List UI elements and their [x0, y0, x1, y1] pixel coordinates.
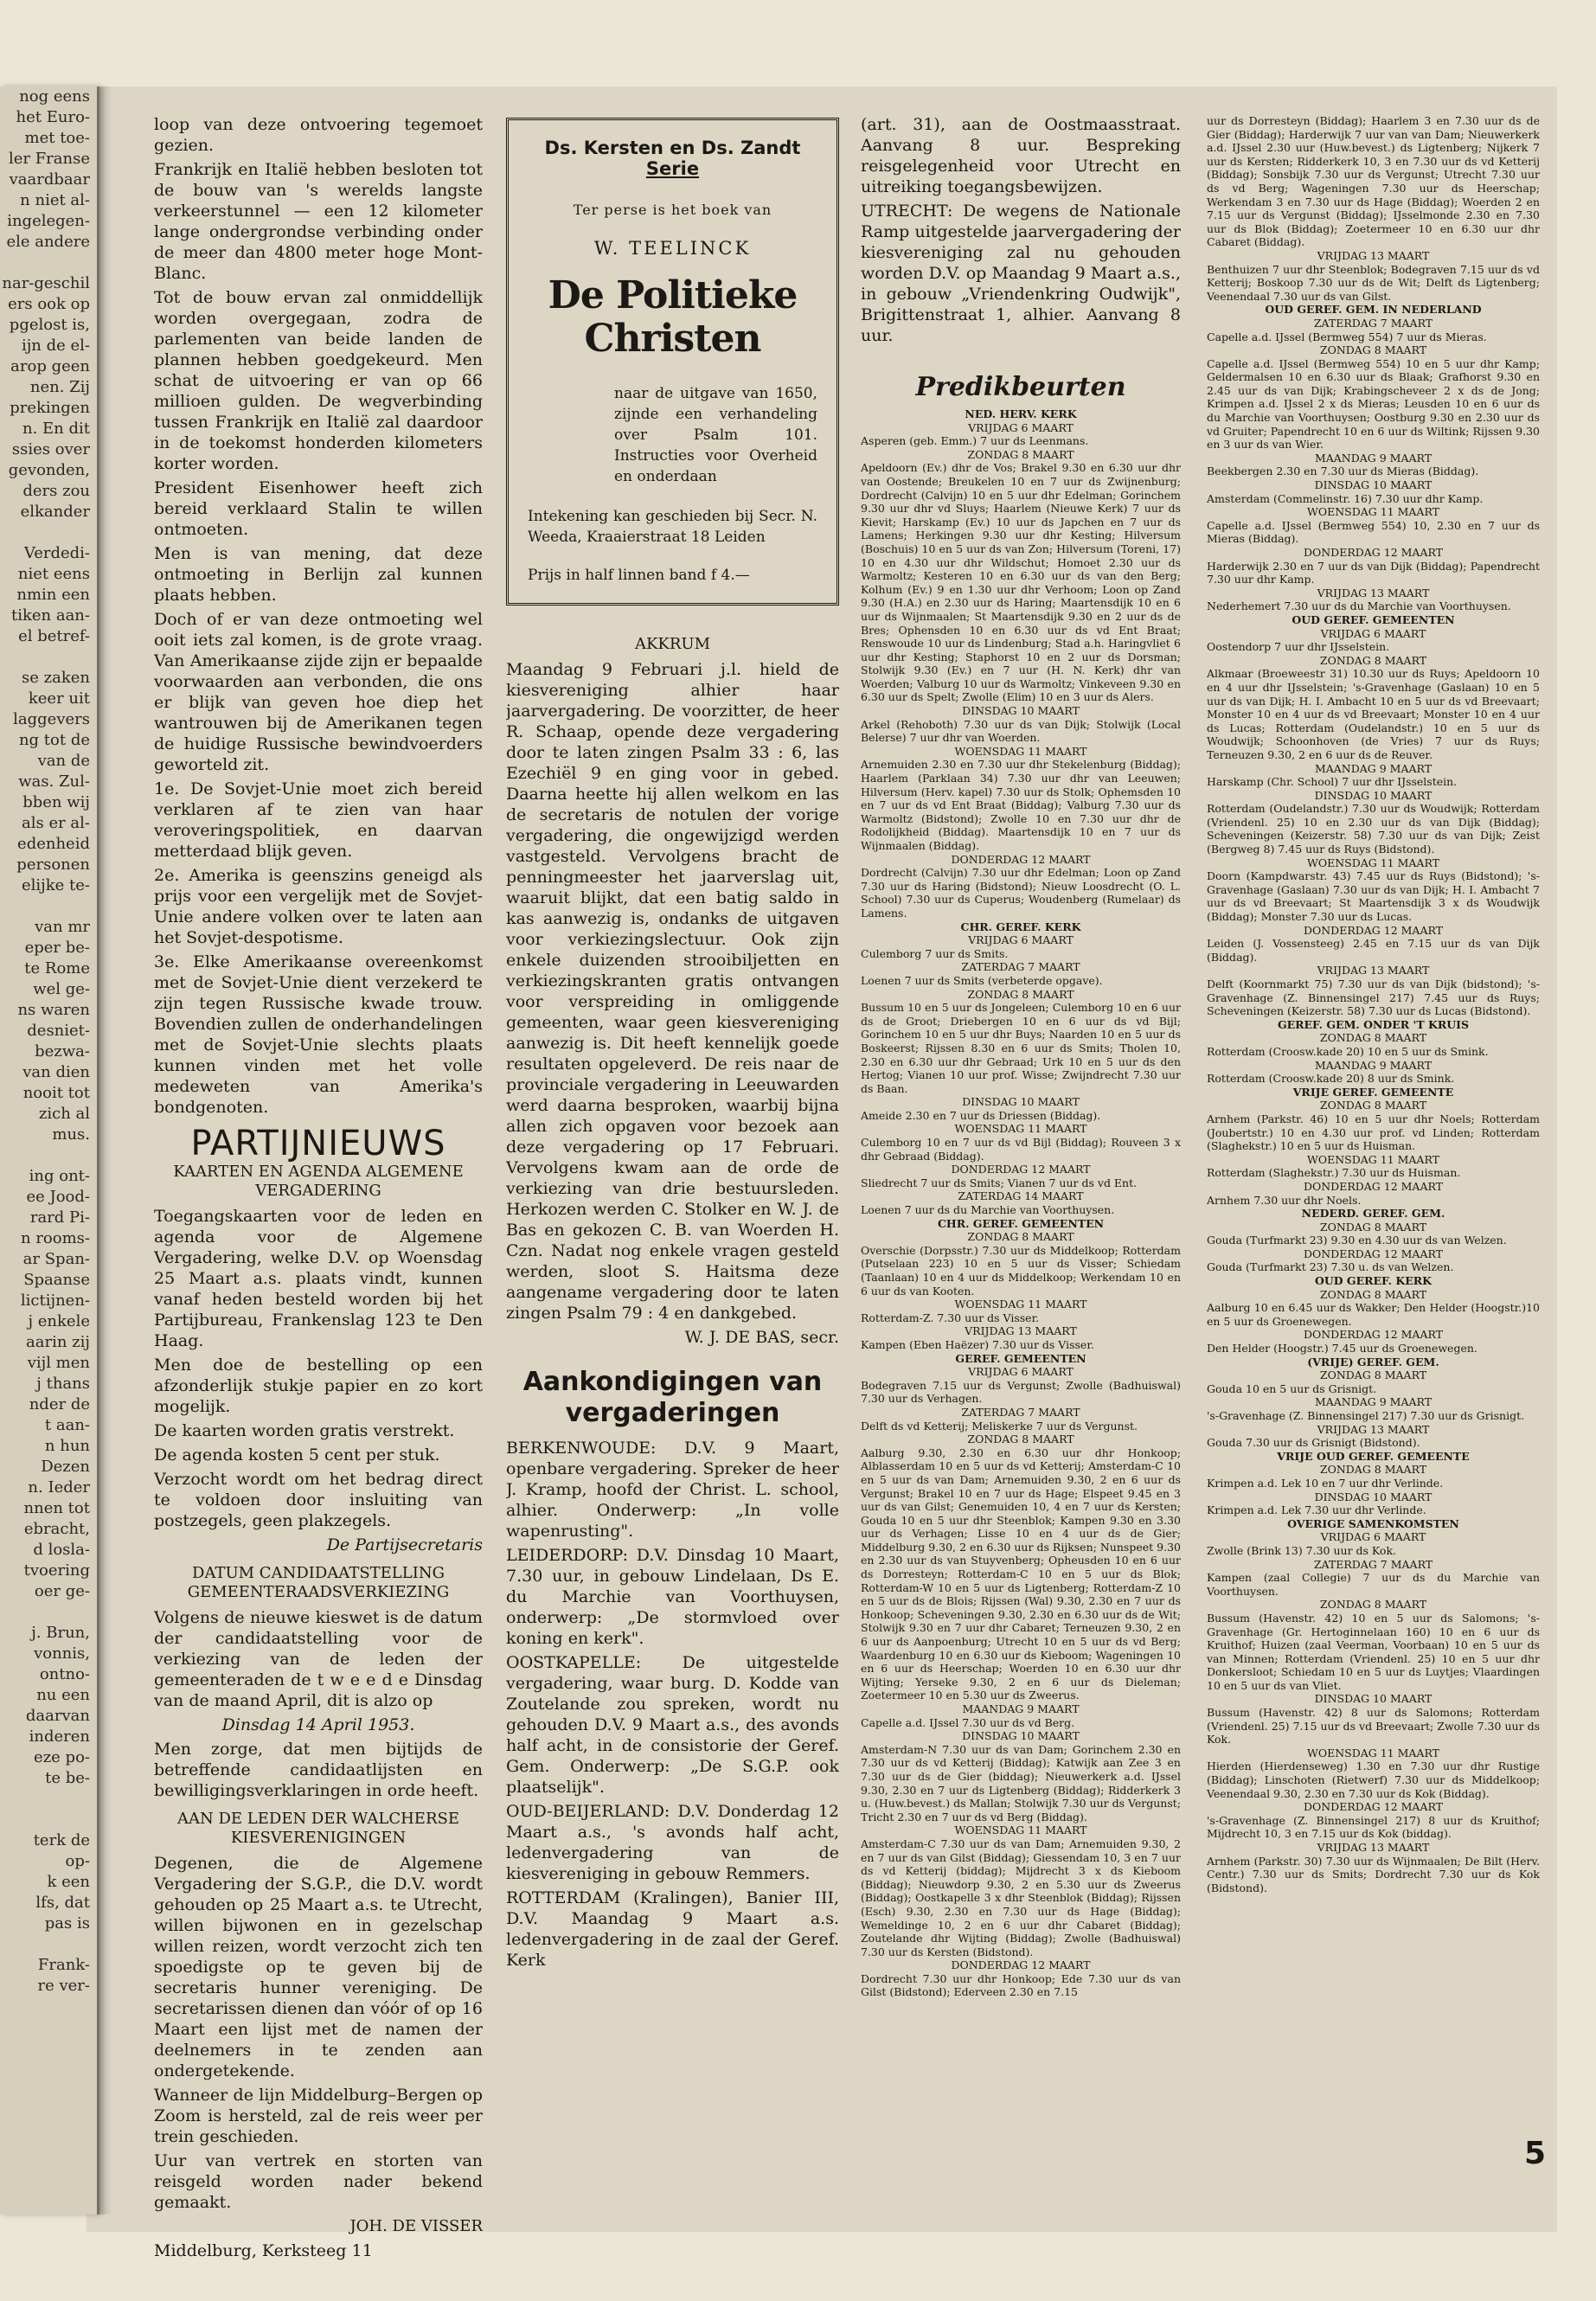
- service-listing: Loenen 7 uur ds du Marchie van Voorthuysen.: [861, 1203, 1115, 1217]
- edge-text-fragment: mus.: [52, 1125, 90, 1144]
- edge-text-fragment: keer uit: [28, 689, 90, 708]
- service-listing: Ameide 2.30 en 7 uur ds Driessen (Biddag).: [861, 1108, 1101, 1122]
- service-listing: Alkmaar (Broeweestr 31) 10.30 uur ds Ruys; Apeldoorn 10 en 4 uur dhr IJsselstein; 's-Gravenhage (Gaslaan) 10 en 5 uur ds van Dijk; H. I. Ambacht 10 en 5 uur ds vd Breevaart; Monster 10 en 4 uur ds vd Breevaart; Monster 10 en 4 uur ds Lucas; Rotterdam (Oudelandstr.) 10 en 5 uur ds Woudwijk; Schoonhoven (de Vries) 7 uur ds Ruys; Terneuzen 9.30, 2 en 6 uur ds de Reuver.: [1207, 667, 1540, 761]
- paragraph: Verzocht wordt om het bedrag direct te voldoen door insluiting van postzegels, geen plakzegels.: [154, 1470, 483, 1530]
- edge-text-fragment: pas is: [44, 1914, 90, 1932]
- edge-text-fragment: k een: [47, 1873, 90, 1891]
- service-listing: Amsterdam-C 7.30 uur ds van Dam; Arnemuiden 9.30, 2 en 7 uur ds van Gilst (Biddag); Giessendam 10, 3 en 7 uur ds vd Ketterij (biddag); Mijdrecht 3 x ds Kieboom (Biddag); Nieuwdorp 9.30, 2 en 5.30 uur ds Zweerus (Biddag); Oostkapelle 3 x dhr Steenblok (Biddag); Rijssen (Esch) 9.30, 2.30 en 7.30 uur ds Hage (Biddag); Wemeldinge 10, 2 en 6 uur dhr Cabaret (Biddag); Zoutelande dhr Wijting (Biddag); Zwolle (Badhuiswal) 7.30 uur ds Kersten (Bidstond).: [861, 1836, 1181, 1958]
- edge-text-fragment: [0, 896, 97, 917]
- edge-text-fragment: gevonden,: [8, 461, 90, 479]
- date-heading: VRIJDAG 6 MAART: [1320, 626, 1426, 640]
- date-heading: MAANDAG 9 MAART: [1314, 1395, 1433, 1409]
- service-listing: Hierden (Hierdenseweg) 1.30 en 7.30 uur dhr Rustige (Biddag); Linschoten (Rietwerf) 7.30 uur ds Middelkoop; Veenendaal 9.30, 2.30 en 7.30 uur ds Kok (Biddag).: [1207, 1759, 1540, 1800]
- service-listing: Bussum (Havenstr. 42) 10 en 5 uur ds Salomons; 's-Gravenhage (Gr. Hertoginnelaan 160) 10 en 6 uur ds Kruithof; Huizen (zaal Veerman, Voorbaan) 10 en 5 uur ds van Minnen; Rotterdam (Vriendenl. 25) 10 en 5 uur dhr Donkersloot; Schiedam 10 en 5 uur ds Luytjes; Vlaardingen 10 en 5 uur ds van Vliet.: [1207, 1611, 1540, 1692]
- utrecht-announcement: UTRECHT: De wegens de Nationale Ramp uitgestelde jaarvergadering der kiesvereniging zal nu gehouden worden D.V. op Maandag 9 Maart a.s., in gebouw „Vriendenkring Oudwijk", Brigittenstraat 1, alhier. Aanvang 8 uur.: [861, 202, 1181, 345]
- service-listing: Capelle a.d. IJssel (Bermweg 554) 10 en 5 uur dhr Kamp; Geldermalsen 10 en 6.30 uur ds Blaak; Grafhorst 9.30 en 2.45 uur ds van Dijk; Krabingscheveer 2 x ds de Jong; Krimpen a.d. IJssel 2 x ds Mieras; Leusden 10 en 6 uur ds du Marchie van Voorthuysen; Oostburg 9.30 en 2.30 uur ds vd Gruiter; Papendrecht 10 en 6 uur ds Wiltink; Rijssen 9.30 en 3 uur ds van Wier.: [1207, 356, 1540, 452]
- service-listing: Asperen (geb. Emm.) 7 uur ds Leenmans.: [861, 434, 1089, 448]
- service-listing: Leiden (J. Vossensteeg) 2.45 en 7.15 uur ds van Dijk (Biddag).: [1207, 937, 1540, 964]
- paragraph: 3e. Elke Amerikaanse overeenkomst met de Sovjet-Unie dient verzekerd te zijn tegen Russische kwade trouw. Bovendien zullen de onderhandelingen met de Sovjet-Unie slechts plaats kunnen vinden met het volle medeweten van Amerika's bondgenoten.: [154, 952, 483, 1117]
- page-fold-shadow: [97, 87, 112, 2214]
- paragraph: Degenen, die de Algemene Vergadering der S.G.P., die D.V. wordt gehouden op 25 Maart a.s. te Utrecht, willen bijwonen en in gezelschap willen reizen, wordt verzocht zich ten spoedigste op te geven bij de secretaris hunner vereniging. De secretarissen dienen dan vóór of op 16 Maart een lijst met de namen der deelnemers in te zenden aan ondergetekende.: [154, 1854, 483, 2080]
- book-advertisement: [506, 118, 839, 606]
- church-heading: (VRIJE) GEREF. GEM.: [1307, 1355, 1439, 1368]
- edge-text-fragment: desniet-: [27, 1022, 90, 1040]
- service-listing: Gouda 7.30 uur ds Grisnigt (Bidstond).: [1207, 1436, 1420, 1450]
- service-listing: Harderwijk 2.30 en 7 uur ds van Dijk (Biddag); Papendrecht 7.30 uur dhr Kamp.: [1207, 559, 1540, 586]
- service-listing: Rotterdam (Croosw.kade 20) 10 en 5 uur ds Smink.: [1207, 1044, 1489, 1058]
- service-listing: Rotterdam (Oudelandstr.) 7.30 uur ds Woudwijk; Rotterdam (Vriendenl. 25) 10 en 2.30 uur ds van Dijk (Biddag); Scheveningen (Keizerstr. 58) 7.30 uur ds van Dijk; Zeist (Bergweg 8) 7.45 uur ds Ruys (Bidstond).: [1207, 802, 1540, 856]
- edge-text-fragment: elijke te-: [22, 876, 90, 894]
- service-listing: Doorn (Kampdwarstr. 43) 7.45 uur ds Ruys (Bidstond); 's-Gravenhage (Gaslaan) 7.30 uur ds van Dijk; H. I. Ambacht 7 uur ds vd Breevaart; St Maartensdijk 3 x ds Woudwijk (Biddag); Monster 7.30 uur ds Lucas.: [1207, 869, 1540, 924]
- datum-date: Dinsdag 14 April 1953.: [221, 1715, 415, 1734]
- service-listing: Apeldoorn (Ev.) dhr de Vos; Brakel 9.30 en 6.30 uur dhr van Oostende; Breukelen 10 en 7 uur ds Zwijnenburg; Dordrecht (Calvijn) 10 en 5 uur dhr Edelman; Gorinchem 9.30 uur dhr vd Sluys; Haarlem (Nieuwe Kerk) 7 uur ds Kievit; Harskamp (Ev.) 10 uur ds Japchen en 7 uur ds Lamens; Herkingen 9.30 uur dhr Kesting; Hilversum (Boschuis) 10 en 5 uur ds van Zon; Hilversum (Toreni, 17) 10 en 4.30 uur dhr Wildschut; Homoet 2.30 uur ds Warmoltz; Kesteren 10 en 6.30 uur ds van den Berg; Kolhum (Ev.) 9 en 1.30 uur dhr Verhoom; Loon op Zand 9.30 (H.A.) en 2.30 uur ds Haring; Maartensdijk 10 en 6 uur ds Wijnmaalen; St Maartensdijk 9.30 en 2 uur ds de Bres; Ophensden 10 en 6.30 uur ds vd Ent Braat; Renswoude 10 uur ds Lindenburg; Stad a.h. Haringvliet 6 uur dhr Kesting; Staphorst 10 en 2 uur ds Dorsman; Stolwijk 9.30 (Ev.) en 7 uur (H. N. Kerk) dhr van Woerden; Valburg 10 uur ds Warmoltz; Vinkeveen 9.30 en 6.30 uur ds Spelt; Zwolle (Elim) 10 en 3 uur ds Alers.: [861, 461, 1181, 704]
- edge-text-fragment: ler Franse: [8, 150, 90, 168]
- edge-text-fragment: daarvan: [25, 1707, 90, 1725]
- kaarten-text: [154, 1206, 483, 1531]
- edge-text-fragment: [0, 522, 97, 543]
- service-listing: Arkel (Rehoboth) 7.30 uur ds van Dijk; Stolwijk (Local Belerse) 7 uur dhr van Woerden.: [861, 717, 1181, 745]
- date-heading: ZONDAG 8 MAART: [1319, 343, 1427, 357]
- edge-text-fragment: t aan-: [44, 1416, 90, 1434]
- date-heading: ZONDAG 8 MAART: [1319, 1287, 1427, 1301]
- datum-heading: DATUM CANDIDAATSTELLING GEMEENTERAADSVERKIEZING: [187, 1564, 450, 1601]
- edge-text-fragment: eper be-: [24, 939, 90, 957]
- service-listing: Arnemuiden 2.30 en 7.30 uur dhr Stekelenburg (Biddag); Haarlem (Parklaan 34) 7.30 uur dhr van Leeuwen; Hilversum (Herv. kapel) 7.30 uur ds Stolk; Ophemsden 10 en 7 uur ds vd Ent Braat (Biddag); Valburg 7.30 uur ds Warmoltz (Bidstond); Zwolle 10 en 7.30 uur dhr de Rodolijkheid (Biddag). Maartensdijk 10 en 7 uur ds Wijnmaalen (Biddag).: [861, 758, 1181, 852]
- service-listing: Krimpen a.d. Lek 10 en 7 uur dhr Verlinde.: [1207, 1476, 1444, 1490]
- date-heading: ZONDAG 8 MAART: [1319, 653, 1427, 667]
- date-heading: WOENSDAG 11 MAART: [954, 1298, 1087, 1311]
- date-heading: WOENSDAG 11 MAART: [954, 1823, 1087, 1837]
- paragraph: OUD-BEIJERLAND: D.V. Donderdag 12 Maart a.s., 's avonds half acht, ledenvergadering van de kiesvereniging in gebouw Remmers.: [506, 1802, 839, 1883]
- service-listing: Benthuizen 7 uur dhr Steenblok; Bodegraven 7.15 uur ds vd Ketterij; Boskoop 7.30 uur ds de Wit; Delft ds Ligtenberg; Veenendaal 7.30 uur ds van Gilst.: [1207, 262, 1540, 303]
- ad-description: naar de uitgave van 1650, zijnde een verhandeling over Psalm 101. Instructies voor Overheid en onderdaan: [614, 385, 817, 485]
- edge-text-fragment: [0, 1789, 97, 1810]
- date-heading: DINSDAG 10 MAART: [962, 1729, 1080, 1743]
- column-1: [154, 114, 483, 2265]
- date-heading: VRIJDAG 13 MAART: [1317, 248, 1430, 262]
- service-listing: Culemborg 10 en 7 uur ds vd Bijl (Biddag); Rouveen 3 x dhr Gebraad (Biddag).: [861, 1136, 1181, 1163]
- service-listing: Amsterdam (Commelinstr. 16) 7.30 uur dhr Kamp.: [1207, 491, 1484, 505]
- edge-text-fragment: edenheid: [17, 835, 90, 853]
- date-heading: DONDERDAG 12 MAART: [951, 852, 1091, 866]
- edge-text-fragment: n niet al-: [20, 191, 90, 209]
- church-heading: OUD GEREF. GEM. IN NEDERLAND: [1265, 303, 1482, 317]
- church-heading: GEREF. GEMEENTEN: [955, 1351, 1086, 1365]
- paragraph: BERKENWOUDE: D.V. 9 Maart, openbare vergadering. Spreker de heer J. Kramp, hoofd der Christ. L. school, alhier. Onderwerp: „In volle wapenrusting".: [506, 1439, 839, 1541]
- ad-price: Prijs in half linnen band f 4.—: [528, 567, 750, 584]
- partijnieuws-heading: PARTIJNIEUWS: [190, 1124, 446, 1163]
- date-heading: DINSDAG 10 MAART: [1314, 1692, 1433, 1706]
- paragraph: OOSTKAPELLE: De uitgestelde vergadering, waar burg. D. Kodde van Zoutelande zou spreken, wordt nu gehouden D.V. 9 Maart a.s., des avonds half acht, in de consistorie der Geref. Gem. Onderwerp: „De S.G.P. ook plaatselijk".: [506, 1653, 839, 1797]
- edge-text-fragment: elkander: [20, 503, 90, 521]
- edge-text-fragment: was. Zul-: [18, 772, 90, 791]
- edge-text-fragment: van mr: [35, 918, 90, 936]
- date-heading: ZONDAG 8 MAART: [1319, 1598, 1427, 1612]
- date-heading: DONDERDAG 12 MAART: [1303, 1247, 1444, 1260]
- date-heading: VRIJDAG 13 MAART: [1317, 1841, 1430, 1854]
- date-heading: ZONDAG 8 MAART: [1319, 1031, 1427, 1045]
- edge-text-fragment: ontno-: [39, 1665, 90, 1683]
- service-listing: Den Helder (Hoogstr.) 7.45 uur ds Groenewegen.: [1207, 1342, 1477, 1356]
- column-4: [1207, 114, 1540, 1894]
- partijsecretaris-signature: De Partijsecretaris: [326, 1535, 483, 1554]
- date-heading: VRIJDAG 13 MAART: [1317, 586, 1430, 599]
- edge-text-fragment: re ver-: [37, 1977, 90, 1995]
- date-heading: DONDERDAG 12 MAART: [951, 1163, 1091, 1176]
- edge-text-fragment: als er al-: [22, 814, 90, 832]
- date-heading: ZONDAG 8 MAART: [1319, 1220, 1427, 1234]
- aankondigingen-list: [506, 1438, 839, 1971]
- datum-paragraph-2: Men zorge, dat men bijtijds de betreffende candidaatlijsten en bewilligingsverklaringen in orde heeft.: [154, 1740, 483, 1800]
- edge-text-fragment: Verdedi-: [23, 544, 90, 562]
- date-heading: DINSDAG 10 MAART: [962, 704, 1080, 718]
- service-listing: Culemborg 7 uur ds Smits.: [861, 946, 1009, 960]
- service-listing: Rotterdam (Croosw.kade 20) 8 uur ds Smink.: [1207, 1072, 1455, 1086]
- paragraph: ROTTERDAM (Kralingen), Banier III, D.V. Maandag 9 Maart a.s. ledenvergadering in de zaal der Geref. Kerk: [506, 1888, 839, 1970]
- edge-text-fragment: ing ont-: [29, 1167, 90, 1185]
- date-heading: ZONDAG 8 MAART: [967, 1433, 1074, 1446]
- paragraph: De kaarten worden gratis verstrekt.: [154, 1421, 455, 1440]
- service-listing: Delft (Koornmarkt 75) 7.30 uur ds van Dijk (bidstond); 's-Gravenhage (Z. Binnensingel 217) 7.45 uur ds Ruys; Scheveningen (Keizerstr. 58) 7.30 uur ds Lucas (Bidstond).: [1207, 977, 1540, 1018]
- service-listing: Kampen (zaal Collegie) 7 uur ds du Marchie van Voorthuysen.: [1207, 1571, 1540, 1598]
- church-heading: OVERIGE SAMENKOMSTEN: [1287, 1516, 1459, 1530]
- ad-series-title: Ds. Kersten en Ds. Zandt: [544, 138, 801, 158]
- predikbeurten-heading: Predikbeurten: [915, 372, 1126, 402]
- date-heading: ZONDAG 8 MAART: [967, 1230, 1074, 1244]
- paragraph: 2e. Amerika is geenszins geneigd als prijs voor een vergelijk met de Sovjet-Unie andere volken over te laten aan het Sovjet-despotisme.: [154, 866, 483, 947]
- edge-text-fragment: [0, 1934, 97, 1955]
- date-heading: MAANDAG 9 MAART: [962, 1702, 1080, 1715]
- date-heading: VRIJDAG 6 MAART: [968, 933, 1074, 947]
- edge-text-fragment: personen: [16, 856, 90, 874]
- church-heading: CHR. GEREF. GEMEENTEN: [937, 1216, 1105, 1230]
- service-listing: Delft ds vd Ketterij; Meliskerke 7 uur ds Vergunst.: [861, 1419, 1138, 1433]
- edge-text-fragment: van de: [37, 752, 90, 770]
- edge-text-fragment: nen. Zij: [29, 378, 90, 396]
- edge-text-fragment: lictijnen-: [20, 1292, 90, 1310]
- date-heading: DONDERDAG 12 MAART: [1303, 1179, 1444, 1193]
- edge-text-fragment: te Rome: [24, 959, 90, 977]
- edge-text-fragment: [0, 1810, 97, 1830]
- service-listing: Gouda 10 en 5 uur ds Grisnigt.: [1207, 1381, 1377, 1395]
- edge-text-fragment: pgelost is,: [9, 316, 90, 334]
- date-heading: MAANDAG 9 MAART: [1314, 451, 1433, 465]
- church-heading: OUD GEREF. KERK: [1314, 1274, 1433, 1288]
- edge-text-fragment: n hun: [44, 1437, 90, 1455]
- service-listing: Rotterdam (Slaghekstr.) 7.30 uur ds Huisman.: [1207, 1166, 1461, 1180]
- paragraph: Toegangskaarten voor de leden en agenda voor de Algemene Vergadering, welke D.V. op Woensdag 25 Maart a.s. plaats vindt, kunnen vanaf heden besteld worden bij het Partijbureau, Frankenslag 123 te Den Haag.: [154, 1207, 483, 1350]
- date-heading: DINSDAG 10 MAART: [1314, 788, 1433, 802]
- church-heading: VRIJE GEREF. GEMEENTE: [1292, 1085, 1454, 1099]
- service-listing: Dordrecht (Calvijn) 7.30 uur dhr Edelman; Loon op Zand 7.30 uur ds Haring (Bidstond); Nieuw Loosdrecht (O. L. School) 7.30 uur ds Cuperus; Woudenberg (Rumelaar) ds Lamens.: [861, 866, 1181, 920]
- edge-text-fragment: j thans: [36, 1375, 90, 1393]
- date-heading: DONDERDAG 12 MAART: [1303, 923, 1444, 937]
- service-listing: 's-Gravenhage (Z. Binnensingel 217) 7.30 uur ds Grisnigt.: [1207, 1409, 1525, 1422]
- edge-text-fragment: nu een: [36, 1686, 90, 1704]
- rotterdam-continuation: (art. 31), aan de Oostmaasstraat. Aanvang 8 uur. Bespreking reisgelegenheid voor Utrecht en uitreiking toegangsbewijzen.: [861, 115, 1181, 196]
- church-heading: NED. HERV. KERK: [965, 407, 1077, 420]
- date-heading: VRIJDAG 13 MAART: [1317, 1422, 1430, 1436]
- edge-text-fragment: vijl men: [27, 1354, 90, 1372]
- paragraph: LEIDERDORP: D.V. Dinsdag 10 Maart, 7.30 uur, in gebouw Lindelaan, Ds E. du Marchie van Voorthuysen, onderwerp: „De stormvloed over koning en kerk".: [506, 1546, 839, 1648]
- date-heading: ZATERDAG 7 MAART: [961, 1405, 1080, 1419]
- date-heading: ZONDAG 8 MAART: [1319, 1368, 1427, 1382]
- church-heading: GEREF. GEM. ONDER 'T KRUIS: [1277, 1017, 1470, 1031]
- previous-page-edge: [0, 87, 99, 2214]
- predikbeurten-list-continued: [1207, 114, 1540, 1894]
- church-heading: OUD GEREF. GEMEENTEN: [1292, 612, 1455, 626]
- service-listing: Oostendorp 7 uur dhr IJsselstein.: [1207, 640, 1390, 654]
- date-heading: WOENSDAG 11 MAART: [954, 744, 1087, 758]
- edge-text-fragment: ee Jood-: [26, 1188, 90, 1206]
- edge-text-fragment: het Euro-: [16, 108, 90, 126]
- edge-text-fragment: tvoering: [23, 1561, 90, 1580]
- service-listing: Capelle a.d. IJssel 7.30 uur ds vd Berg.: [861, 1715, 1075, 1729]
- church-heading: VRIJE OUD GEREF. GEMEENTE: [1277, 1449, 1470, 1463]
- date-heading: VRIJDAG 13 MAART: [965, 1324, 1077, 1338]
- edge-text-fragment: wel ge-: [33, 980, 90, 998]
- service-listing: Sliedrecht 7 uur ds Smits; Vianen 7 uur ds vd Ent.: [861, 1176, 1138, 1189]
- church-heading: CHR. GEREF. KERK: [960, 920, 1081, 933]
- page-number: 5: [1523, 2136, 1546, 2171]
- kaarten-heading: KAARTEN EN AGENDA ALGEMENE VERGADERING: [173, 1163, 464, 1200]
- edge-text-fragment: rard Pi-: [29, 1208, 90, 1227]
- date-heading: WOENSDAG 11 MAART: [1307, 856, 1439, 869]
- ad-author: W. TEELINCK: [593, 238, 752, 259]
- service-listing: Arnhem (Parkstr. 30) 7.30 uur ds Wijnmaalen; De Bilt (Herv. Centr.) 7.30 uur ds Smits; Dordrecht 7.30 uur ds Kok (Bidstond).: [1207, 1854, 1540, 1894]
- news-item-list: [154, 114, 483, 1118]
- walcherse-text: [154, 1853, 483, 2213]
- date-heading: ZATERDAG 14 MAART: [958, 1189, 1084, 1203]
- service-listing: Aalburg 9.30, 2.30 en 6.30 uur dhr Honkoop; Alblasserdam 10 en 5 uur ds vd Ketterij; Amsterdam-C 10 en 5 uur ds van Dam; Arnemuiden 9.30, 2 en 6 uur ds Vergunst; Brakel 10 en 7 uur ds Hage; Elspeet 9.45 en 3 uur ds van Gilst; Genemuiden 10, 4 en 7 uur ds Kersten; Gouda 10 en 5 uur dhr Steenblok; Kampen 9.30 en 3.30 uur ds Verhagen; Lisse 10 en 4 uur ds de Gier; Middelburg 9.30, 2 en 6.30 uur ds Rijksen; Nunspeet 9.30 en 2.30 uur ds van Stuyvenberg; Opheusden 10 en 6 uur ds Dorresteyn; Rotterdam-C 10 en 5 uur ds Blok; Rotterdam-W 10 en 5 uur ds Ligtenberg; Rotterdam-Z 10 en 5 uur ds de Blois; Rijssen (Wal) 9.30, 2.30 en 7 uur ds Honkoop; Scheveningen 9.30, 2.30 en 6.30 uur ds de Wit; Stolwijk 9.30 en 7 uur dhr Cabaret; Terneuzen 9.30, 2 en 6 uur ds Aanpoenburg; Utrecht 10 en 5 uur ds vd Berg; Waardenburg 10 en 6.30 uur ds Kieboom; Wageningen 10 en 6 uur ds Heerschap; Woerden 10 en 6.30 uur dhr Wijting; Yerseke 9.30, 2 en 6 uur ds Dieleman; Zoetermeer 10 en 5.30 uur ds Zweerus.: [861, 1445, 1181, 1702]
- service-listing: Nederhemert 7.30 uur ds du Marchie van Voorthuysen.: [1207, 599, 1511, 613]
- date-heading: ZONDAG 8 MAART: [1319, 1463, 1427, 1477]
- paragraph: Men is van mening, dat deze ontmoeting in Berlijn zal kunnen plaats hebben.: [154, 544, 483, 605]
- service-listing: Gouda (Turfmarkt 23) 9.30 en 4.30 uur ds van Welzen.: [1207, 1234, 1507, 1247]
- edge-text-fragment: ele andere: [6, 233, 90, 251]
- column-3: [861, 114, 1181, 1999]
- edge-text-fragment: nog eens: [19, 87, 90, 106]
- service-listing: Aalburg 10 en 6.45 uur ds Wakker; Den Helder (Hoogstr.)10 en 5 uur ds Groenewegen.: [1207, 1301, 1540, 1328]
- edge-text-fragment: j enkele: [28, 1312, 90, 1330]
- edge-text-fragment: j. Brun,: [31, 1624, 90, 1642]
- edge-text-fragment: inderen: [29, 1727, 90, 1746]
- edge-text-fragment: met toe-: [24, 129, 90, 147]
- edge-text-fragment: n. Ieder: [28, 1478, 90, 1497]
- service-listing: uur ds Dorresteyn (Biddag); Haarlem 3 en 7.30 uur ds de Gier (Biddag); Harderwijk 7 uur van van Dam; Nieuwerkerk a.d. IJssel 2.30 uur (Huw.bevest.) ds Ligtenberg; Nijkerk 7 uur ds Kersten; Ridderkerk 10, 3 en 7.30 uur ds vd Ketterij (Biddag); Sonsbijk 7.30 uur ds Vergunst; Utrecht 7.30 uur ds vd Berg; Wageningen 7.30 uur ds Heerschap; Werkendam 3 en 7.30 uur ds Hage (Biddag); Woerden 2 en 7.15 uur ds Vergunst (Biddag); IJsselmonde 2.30 en 7.30 uur ds Blok (Biddag); Zoetermeer 10 en 6.30 uur dhr Cabaret (Biddag).: [1207, 114, 1540, 249]
- edge-text-fragment: bezwa-: [35, 1042, 90, 1061]
- akkrum-signature: W. J. DE BAS, secr.: [684, 1328, 839, 1347]
- edge-text-fragment: vaardbaar: [9, 170, 90, 189]
- edge-text-fragment: [0, 647, 97, 668]
- paragraph: Frankrijk en Italië hebben besloten tot de bouw van 's werelds langste verkeerstunnel — een 12 kilometer lange ondergrondse verbinding onder de meer dan 4800 meter hoge Mont- Blanc.: [154, 160, 483, 283]
- edge-text-fragment: Frank-: [37, 1956, 90, 1974]
- edge-text-fragment: nnen tot: [23, 1499, 90, 1517]
- date-heading: DINSDAG 10 MAART: [1314, 478, 1433, 492]
- paragraph: loop van deze ontvoering tegemoet gezien.: [154, 115, 483, 155]
- edge-text-fragment: Spaanse: [23, 1271, 90, 1289]
- date-heading: VRIJDAG 6 MAART: [968, 420, 1074, 434]
- service-listing: Arnhem (Parkstr. 46) 10 en 5 uur dhr Noels; Rotterdam (Joubertstr.) 10 en 4.30 uur prof. vd Linden; Rotterdam (Slaghekstr.) 10 en 5 uur ds Huisman.: [1207, 1112, 1540, 1153]
- akkrum-paragraph: Maandag 9 Februari j.l. hield de kiesvereniging alhier haar jaarvergadering. De voorzitter, de heer R. Schaap, opende deze vergadering door te laten zingen Psalm 33 : 6, las Ezechiël 9 en ging voor in gebed. Daarna heette hij allen welkom en las de secretaris de notulen der vorige vergadering, die ongewijzigd werden vastgesteld. Vervolgens bracht de penningmeester het jaarverslag uit, waaruit blijkt, dat een batig saldo in kas aanwezig is, ondanks de uitgaven voor verkiezingslectuur. Ook zijn enkele duizenden strooibiljetten en verkiezingskranten gratis ontvangen voor verspreiding in omliggende gemeenten, waar geen kiesvereniging aanwezig is. Dit heeft kennelijk goede resultaten opgeleverd. De reis naar de provinciale vergadering in Leeuwarden werd daarna besproken, waarbij bijna allen zich opgaven voor bezoek aan deze vergadering op 17 Februari. Vervolgens kwam aan de orde de verkiezing van drie bestuursleden. Herkozen werden C. Stolker en W. J. de Bas en gekozen C. B. van Woerden H. Czn. Nadat nog enkele vragen gesteld werden, sloot S. Haitsma deze aangename vergadering door te laten zingen Psalm 79 : 4 en dankgebed.: [506, 660, 839, 1323]
- edge-text-fragment: ingelegen-: [7, 212, 90, 230]
- service-listing: Dordrecht 7.30 uur dhr Honkoop; Ede 7.30 uur ds van Gilst (Bidstond); Ederveen 2.30 en 7.15: [861, 1971, 1181, 1999]
- edge-text-fragment: Dezen: [41, 1458, 90, 1476]
- paragraph: President Eisenhower heeft zich bereid verklaard Stalin te willen ontmoeten.: [154, 478, 483, 539]
- edge-text-fragment: prekingen: [10, 399, 90, 417]
- date-heading: MAANDAG 9 MAART: [1314, 761, 1433, 775]
- edge-text-fragment: bben wij: [22, 793, 90, 811]
- paragraph: De agenda kosten 5 cent per stuk.: [154, 1445, 440, 1465]
- edge-text-fragment: nder de: [29, 1395, 90, 1413]
- service-listing: Zwolle (Brink 13) 7.30 uur ds Kok.: [1207, 1543, 1396, 1557]
- service-listing: Rotterdam-Z. 7.30 uur ds Visser.: [861, 1311, 1040, 1324]
- edge-text-fragment: nmin een: [16, 586, 90, 604]
- service-listing: Capelle a.d. IJssel (Bermweg 554) 7 uur ds Mieras.: [1207, 330, 1487, 343]
- service-listing: Harskamp (Chr. School) 7 uur dhr IJsselstein.: [1207, 775, 1458, 789]
- paragraph: Men doe de bestelling op een afzonderlijk stukje papier en zo kort mogelijk.: [154, 1356, 483, 1416]
- date-heading: MAANDAG 9 MAART: [1314, 1058, 1433, 1072]
- service-listing: Overschie (Dorpsstr.) 7.30 uur ds Middelkoop; Rotterdam (Putselaan 223) 10 en 5 uur ds Visser; Schiedam (Taanlaan) 10 en 4 uur ds Middelkoop; Werkendam 10 en 6 uur ds van Kooten.: [861, 1243, 1181, 1298]
- walcherse-heading: AAN DE LEDEN DER WALCHERSE KIESVERENIGINGEN: [177, 1810, 459, 1847]
- edge-text-fragment: op-: [65, 1852, 90, 1870]
- walcherse-signature: JOH. DE VISSER: [349, 2217, 483, 2235]
- edge-text-fragment: ers ook op: [8, 295, 90, 313]
- service-listing: Arnhem 7.30 uur dhr Noels.: [1207, 1193, 1362, 1207]
- edge-text-fragment: van dien: [22, 1063, 90, 1081]
- paragraph: Tot de bouw ervan zal onmiddellijk worden overgegaan, zodra de parlementen van beide landen de plannen hebben goedgekeurd. Men schat de uitvoering er van op 66 millioen gulden. De wegverbinding tussen Frankrijk en Italië zal daardoor in de toekomst honderden kilometers korter worden.: [154, 288, 483, 473]
- edge-text-fragment: laggevers: [13, 710, 90, 728]
- date-heading: VRIJDAG 6 MAART: [968, 1365, 1074, 1379]
- edge-text-fragment: nooit tot: [22, 1084, 90, 1102]
- service-listing: Loenen 7 uur ds Smits (verbeterde opgave).: [861, 973, 1103, 987]
- date-heading: WOENSDAG 11 MAART: [1307, 1152, 1439, 1166]
- date-heading: WOENSDAG 11 MAART: [1307, 1746, 1439, 1759]
- column-2: [506, 114, 839, 1974]
- edge-text-fragment: [0, 253, 97, 273]
- edge-text-fragment: ns waren: [17, 1001, 90, 1019]
- service-listing: 's-Gravenhage (Z. Binnensingel 217) 8 uur ds Kruithof; Mijdrecht 10, 3 en 7.15 uur ds Kok (biddag).: [1207, 1813, 1540, 1841]
- church-heading: NEDERD. GEREF. GEM.: [1301, 1207, 1445, 1221]
- service-listing: Bussum 10 en 5 uur ds Jongeleen; Culemborg 10 en 6 uur ds de Groot; Driebergen 10 en 6 uur ds vd Bijl; Gorinchem 10 en 5 uur dhr Buys; Naarden 10 en 5 uur ds Boskeerst; Rijssen 8.30 en 6 uur ds Smits; Tholen 10, 2.30 en 6.30 uur dhr Gebraad; Urk 10 en 5 uur ds den Hertog; Vianen 10 uur prof. Wisse; Zwijndrecht 7.30 uur ds Baan.: [861, 1001, 1181, 1095]
- date-heading: DINSDAG 10 MAART: [1314, 1490, 1433, 1503]
- aankondigingen-heading: Aankondigingen van vergaderingen: [522, 1367, 823, 1428]
- edge-text-fragment: [0, 1145, 97, 1166]
- edge-text-fragment: niet eens: [17, 565, 90, 583]
- date-heading: VRIJDAG 6 MAART: [1320, 1530, 1426, 1544]
- service-listing: Gouda (Turfmarkt 23) 7.30 u. ds van Welzen.: [1207, 1260, 1454, 1274]
- akkrum-heading: AKKRUM: [634, 635, 711, 653]
- predikbeurten-list: [861, 407, 1181, 1999]
- service-listing: Beekbergen 2.30 en 7.30 uur ds Mieras (Biddag).: [1207, 465, 1479, 478]
- edge-text-fragment: n. En dit: [22, 420, 90, 438]
- paragraph: Uur van vertrek en storten van reisgeld worden nader bekend gemaakt.: [154, 2151, 483, 2212]
- edge-text-fragment: el betref-: [18, 627, 90, 645]
- date-heading: WOENSDAG 11 MAART: [1307, 505, 1439, 519]
- service-listing: Amsterdam-N 7.30 uur ds van Dam; Gorinchem 2.30 en 7.30 uur ds vd Ketterij (Biddag); Katwijk aan Zee 3 en 7.30 uur ds de Gier (biddag); Nieuwerkerk a.d. IJssel 9.30, 2.30 en 7 uur ds Ligtenberg (Biddag); Ridderkerk 3 u. (Huw.bevest.) ds Mallan; Stolwijk 7.30 uur ds Vergunst; Tricht 2.30 en 7 uur ds vd Berg (Biddag).: [861, 1742, 1181, 1823]
- edge-text-fragment: lfs, dat: [35, 1894, 90, 1912]
- edge-text-fragment: se zaken: [22, 669, 90, 687]
- edge-text-fragment: d losla-: [33, 1541, 90, 1559]
- date-heading: DONDERDAG 12 MAART: [951, 1958, 1091, 1972]
- edge-text-fragment: ebracht,: [23, 1520, 90, 1538]
- edge-text-fragment: eze po-: [34, 1748, 90, 1766]
- date-heading: DONDERDAG 12 MAART: [1303, 546, 1444, 559]
- edge-text-fragment: vonnis,: [34, 1644, 90, 1663]
- edge-text-fragment: ijn de el-: [21, 336, 90, 355]
- edge-text-fragment: terk de: [33, 1831, 90, 1849]
- date-heading: ZONDAG 8 MAART: [967, 987, 1074, 1001]
- ad-subscription: Intekening kan geschieden bij Secr. N. Weeda, Kraaierstraat 18 Leiden: [528, 508, 817, 546]
- date-heading: ZATERDAG 7 MAART: [1313, 316, 1433, 330]
- walcherse-address: Middelburg, Kerksteeg 11: [154, 2241, 373, 2260]
- edge-text-fragment: arop geen: [10, 357, 90, 375]
- paragraph: Doch of er van deze ontmoeting wel ooit iets zal komen, is de grote vraag. Van Amerikaanse zijde zijn er bepaalde voorwaarden aan verbonden, die ons er blijk van geven hoe diep het wantrouwen bij de Amerikanen tegen de huidige Russische bewindvoerders geworteld zit.: [154, 610, 483, 774]
- edge-text-fragment: ders zou: [22, 482, 90, 500]
- date-heading: ZATERDAG 7 MAART: [961, 960, 1080, 974]
- ad-book-title: De Politieke Christen: [548, 273, 798, 361]
- datum-paragraph: Volgens de nieuwe kieswet is de datum der candidaatstelling voor de verkiezing van de leden der gemeenteraden de t w e e d e Dinsdag van de maand April, dit is alzo op: [154, 1608, 483, 1710]
- edge-text-fragment: te be-: [45, 1769, 90, 1787]
- service-listing: Krimpen a.d. Lek 7.30 uur dhr Verlinde.: [1207, 1503, 1426, 1517]
- date-heading: ZONDAG 8 MAART: [1319, 1099, 1427, 1112]
- edge-text-fragment: aarin zij: [26, 1333, 90, 1351]
- edge-text-fragment: ssies over: [11, 440, 90, 458]
- date-heading: DINSDAG 10 MAART: [962, 1095, 1080, 1109]
- edge-text-fragment: nar-geschil: [2, 274, 90, 292]
- date-heading: WOENSDAG 11 MAART: [954, 1122, 1087, 1136]
- date-heading: DONDERDAG 12 MAART: [1303, 1328, 1444, 1342]
- edge-text-fragment: n rooms-: [21, 1229, 90, 1247]
- edge-text-fragment: tiken aan-: [10, 606, 90, 625]
- edge-text-fragment: ng tot de: [18, 731, 90, 749]
- ad-intro: Ter perse is het boek van: [573, 202, 772, 218]
- date-heading: VRIJDAG 13 MAART: [1317, 964, 1430, 977]
- date-heading: ZONDAG 8 MAART: [967, 447, 1074, 461]
- edge-text-fragment: oer ge-: [34, 1582, 90, 1600]
- service-listing: Bodegraven 7.15 uur ds Vergunst; Zwolle (Badhuiswal) 7.30 uur ds Verhagen.: [861, 1378, 1181, 1406]
- paragraph: 1e. De Sovjet-Unie moet zich bereid verklaren af te zien van haar veroveringspolitiek, en daarvan metterdaad blijk geven.: [154, 779, 483, 861]
- date-heading: DONDERDAG 12 MAART: [1303, 1800, 1444, 1814]
- service-listing: Kampen (Eben Haëzer) 7.30 uur ds Visser.: [861, 1337, 1094, 1351]
- service-listing: Bussum (Havenstr. 42) 8 uur ds Salomons; Rotterdam (Vriendenl. 25) 7.15 uur ds vd Breevaart; Zwolle 7.30 uur ds Kok.: [1207, 1706, 1540, 1747]
- paragraph: Wanneer de lijn Middelburg–Bergen op Zoom is hersteld, zal de reis weer per trein geschieden.: [154, 2086, 483, 2146]
- ad-series-label: Serie: [645, 158, 700, 179]
- service-listing: Capelle a.d. IJssel (Bermweg 554) 10, 2.30 en 7 uur ds Mieras (Biddag).: [1207, 518, 1540, 546]
- edge-text-fragment: zich al: [38, 1105, 90, 1123]
- edge-text-fragment: ar Span-: [22, 1250, 90, 1268]
- edge-text-fragment: [0, 1602, 97, 1623]
- date-heading: ZATERDAG 7 MAART: [1313, 1557, 1433, 1571]
